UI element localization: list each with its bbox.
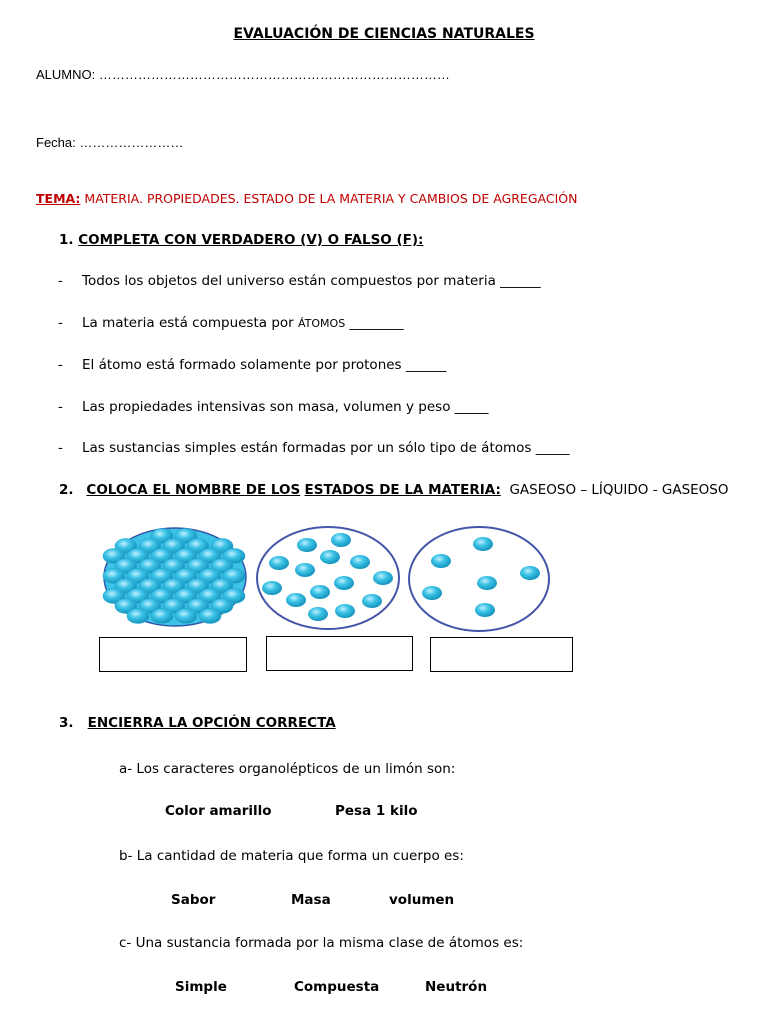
q3a-option-2[interactable]: Pesa 1 kilo [335,803,418,819]
q3b-option-3[interactable]: volumen [389,892,455,908]
particle [295,563,315,577]
q1-title: COMPLETA CON VERDADERO (V) O FALSO (F): [78,232,424,248]
item-text: Las propiedades intensivas son masa, volumen y peso _____ [82,399,489,415]
item-text: Todos los objetos del universo están compuestos por materia ______ [82,273,541,289]
item-blank: ________ [349,315,404,331]
particle [331,533,351,547]
answer-box-solid[interactable] [99,637,247,672]
q2-title-a: COLOCA EL NOMBRE DE LOS [86,482,301,498]
answer-box-liquid[interactable] [266,636,413,671]
q3c-text: c- Una sustancia formada por la misma clase de átomos es: [119,935,524,951]
item-dash: - [58,315,63,331]
q3b-option-1[interactable]: Sabor [171,892,216,908]
particle [334,576,354,590]
q3c-option-3[interactable]: Neutrón [425,979,488,995]
particle [297,538,317,552]
q3c-option-1[interactable]: Simple [175,979,227,995]
q2-title-b: ESTADOS DE LA MATERIA: [304,482,501,498]
q2-number: 2. [59,482,74,498]
particle [286,593,306,607]
q3b-text: b- La cantidad de materia que forma un cuerpo es: [119,848,464,864]
item-dash: - [58,399,63,415]
particle [310,585,330,599]
q3-title: ENCIERRA LA OPCIÓN CORRECTA [87,715,336,731]
q3-heading [59,715,336,731]
particle [199,609,221,624]
q3a-text: a- Los caracteres organolépticos de un limón son: [119,761,456,777]
particle [151,609,173,624]
fecha-dots: …………………… [79,135,184,150]
item-dash: - [58,440,63,456]
item-text: El átomo está formado solamente por protones ______ [82,357,447,373]
particle [335,604,355,618]
alumno-dots: ……………………………………………………………………… [98,67,450,82]
item-dash: - [58,273,63,289]
particle [477,576,497,590]
particle [308,607,328,621]
tema-label: TEMA: [36,191,81,206]
particle [320,550,340,564]
particle [431,554,451,568]
answer-box-gas[interactable] [430,637,573,672]
alumno-label: ALUMNO: [36,67,96,82]
particle [127,609,149,624]
particle [473,537,493,551]
particle [269,556,289,570]
page-title: EVALUACIÓN DE CIENCIAS NATURALES [233,26,535,42]
particle [520,566,540,580]
particle [350,555,370,569]
particle [422,586,442,600]
q2-options: GASEOSO – LÍQUIDO - GASEOSO [509,482,729,498]
q3c-option-2[interactable]: Compuesta [294,979,380,995]
particle [475,603,495,617]
item-dash: - [58,357,63,373]
item-text-atomos: ÁTOMOS [298,317,346,330]
tema-text: MATERIA. PROPIEDADES. ESTADO DE LA MATERIA Y CAMBIOS DE AGREGACIÓN [84,191,578,206]
fecha-label: Fecha: [36,135,76,150]
q3b-option-2[interactable]: Masa [291,892,331,908]
particle [262,581,282,595]
item-text: La materia está compuesta por [82,315,294,331]
q1-number: 1. [59,232,74,248]
particle [175,609,197,624]
particle [362,594,382,608]
q3-number: 3. [59,715,74,731]
item-text: Las sustancias simples están formadas por un sólo tipo de átomos _____ [82,440,570,456]
q3a-option-1[interactable]: Color amarillo [165,803,272,819]
particle [373,571,393,585]
